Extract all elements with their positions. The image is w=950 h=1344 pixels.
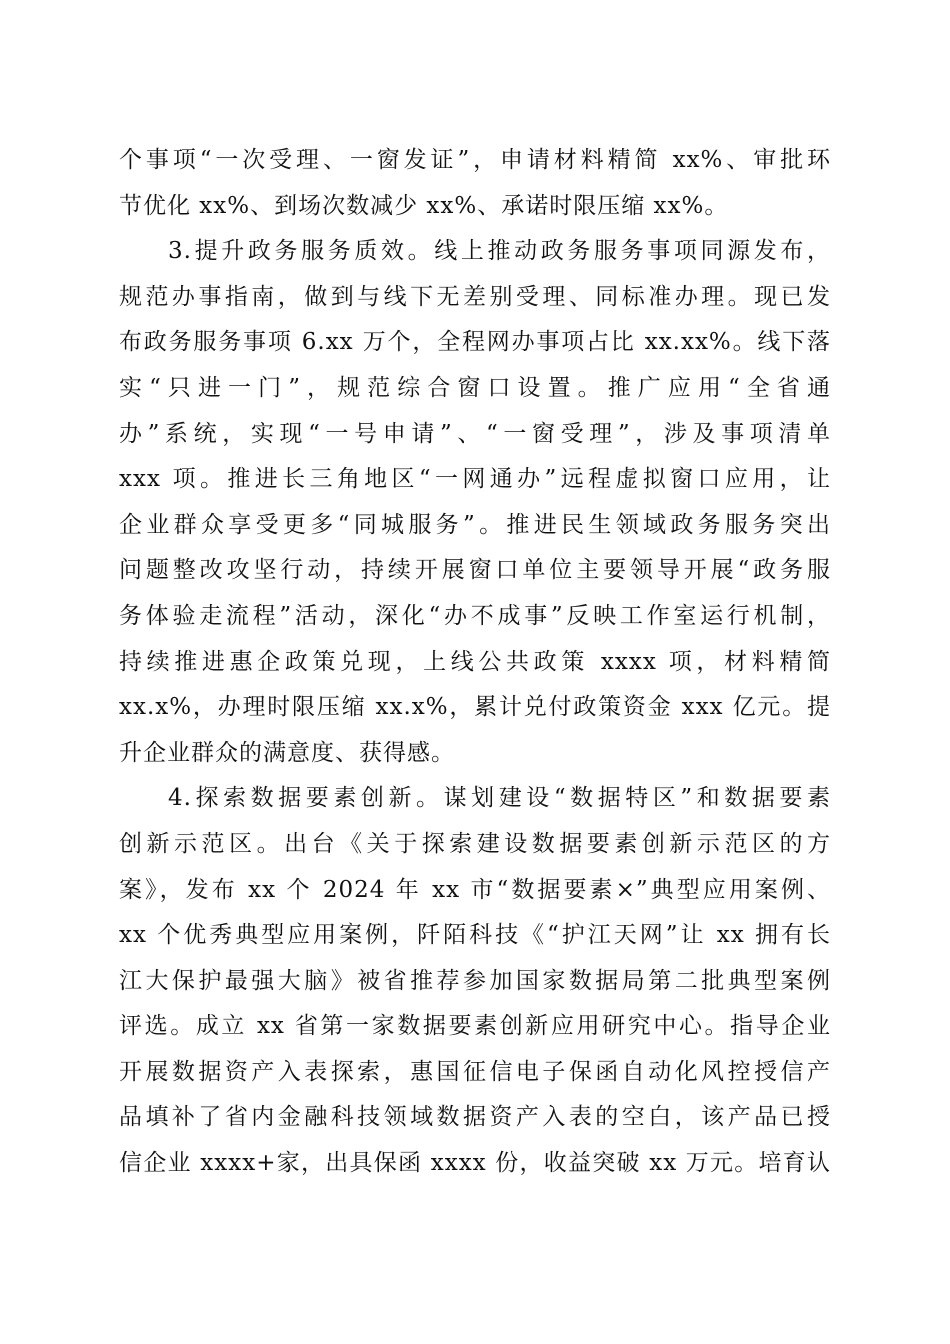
- text-line: 持续推进惠企政策兑现，上线公共政策 xxxx 项，材料精简: [119, 648, 831, 675]
- text-line: 升企业群众的满意度、获得感。: [119, 739, 455, 766]
- text-line: 品填补了省内金融科技领域数据资产入表的空白，该产品已授: [119, 1104, 831, 1131]
- paragraph-heading-line: 3.提升政务服务质效。线上推动政务服务事项同源发布，: [168, 238, 831, 265]
- text-line: 办”系统，实现“一号申请”、“一窗受理”，涉及事项清单: [119, 420, 831, 447]
- text-line: xx 个优秀典型应用案例，阡陌科技《“护江天网”让 xx 拥有长: [119, 922, 831, 949]
- text-line: 规范办事指南，做到与线下无差别受理、同标准办理。现已发: [119, 283, 831, 310]
- paragraph-3-service-quality: [119, 229, 831, 776]
- text-line: 信企业 xxxx+家，出具保函 xxxx 份，收益突破 xx 万元。培育认: [119, 1150, 831, 1177]
- text-line: 个事项“一次受理、一窗发证”，申请材料精简 xx%、审批环: [119, 147, 831, 173]
- text-line: 布政务服务事项 6.xx 万个，全程网办事项占比 xx.xx%。线下落: [119, 329, 831, 356]
- text-line: xx.x%，办理时限压缩 xx.x%，累计兑付政策资金 xxx 亿元。提: [119, 694, 831, 721]
- text-line: 创新示范区。出台《关于探索建设数据要素创新示范区的方: [119, 830, 831, 857]
- text-line: 评选。成立 xx 省第一家数据要素创新应用研究中心。指导企业: [119, 1013, 831, 1040]
- text-line: 开展数据资产入表探索，惠国征信电子保函自动化风控授信产: [119, 1058, 831, 1085]
- text-line: 问题整改攻坚行动，持续开展窗口单位主要领导开展“政务服: [119, 557, 831, 584]
- document-page: [119, 138, 831, 1187]
- text-line: xxx 项。推进长三角地区“一网通办”远程虚拟窗口应用，让: [119, 466, 831, 493]
- text-line: 案》，发布 xx 个 2024 年 xx 市“数据要素×”典型应用案例、: [119, 876, 831, 903]
- paragraph-heading-line: 4.探索数据要素创新。谋划建设“数据特区”和数据要素: [168, 785, 831, 812]
- text-line: 节优化 xx%、到场次数减少 xx%、承诺时限压缩 xx%。: [119, 192, 729, 219]
- paragraph-continuation: [119, 138, 831, 229]
- text-line: 务体验走流程”活动，深化“办不成事”反映工作室运行机制，: [119, 602, 831, 629]
- text-line: 实“只进一门”，规范综合窗口设置。推广应用“全省通: [119, 374, 831, 401]
- paragraph-4-data-elements: [119, 776, 831, 1186]
- text-line: 企业群众享受更多“同城服务”。推进民生领域政务服务突出: [119, 511, 831, 538]
- text-line: 江大保护最强大脑》被省推荐参加国家数据局第二批典型案例: [119, 967, 831, 994]
